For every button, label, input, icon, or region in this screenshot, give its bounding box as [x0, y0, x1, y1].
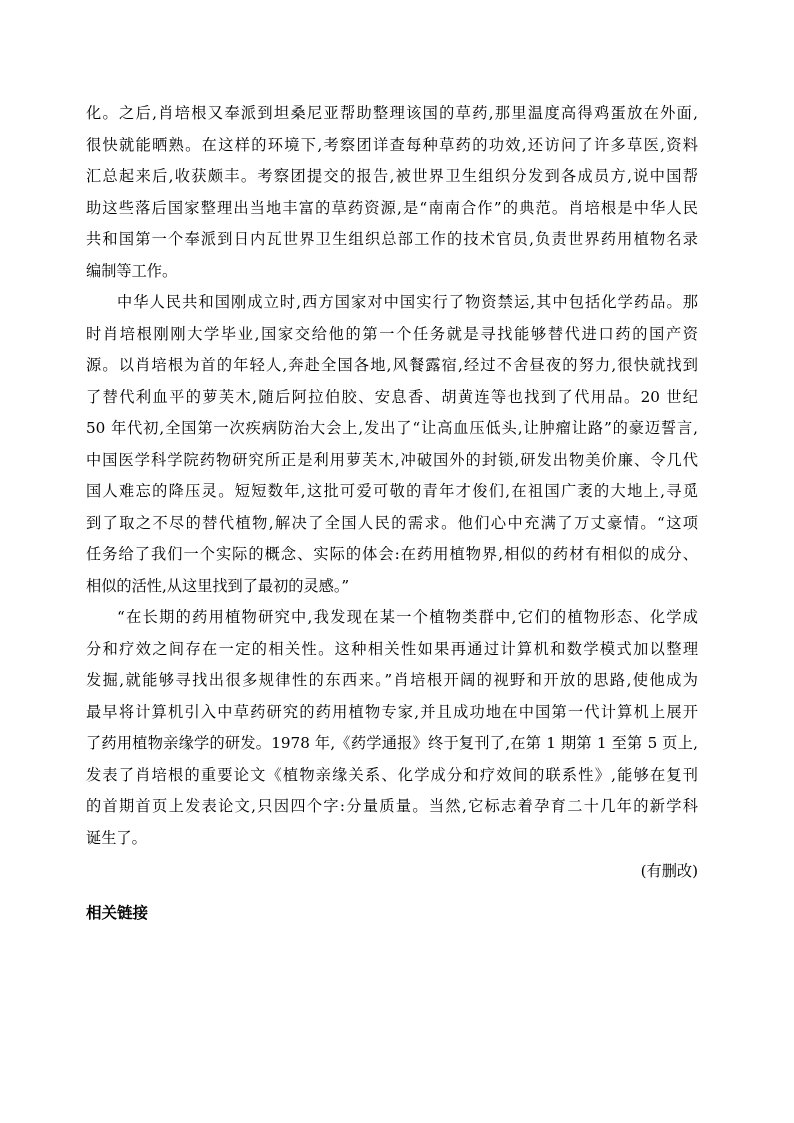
text-line: 很快就能晒熟。在这样的环境下,考察团详查每种草药的功效,还访问了许多草医,资料 [86, 135, 698, 154]
text-line: 到了取之不尽的替代植物,解决了全国人民的需求。他们心中充满了万丈豪情。“这项 [86, 513, 698, 532]
text-line: 50 年代初,全国第一次疾病防治大会上,发出了“让高血压低头,让肿瘤让路”的豪迈誓言, [86, 419, 698, 437]
paragraph-1 [86, 98, 698, 287]
text-line: “在长期的药用植物研究中,我发现在某一个植物类群中,它们的植物形态、化学成 [117, 608, 698, 626]
text-line: 助这些落后国家整理出当地丰富的草药资源,是“南南合作”的典范。肖培根是中华人民 [86, 198, 698, 217]
text-line: 中华人民共和国刚成立时,西方国家对中国实行了物资禁运,其中包括化学药品。那 [117, 293, 698, 311]
text-line: 时肖培根刚刚大学毕业,国家交给他的第一个任务就是寻找能够替代进口药的国产资 [86, 324, 698, 343]
text-line: 化。之后,肖培根又奉派到坦桑尼亚帮助整理该国的草药,那里温度高得鸡蛋放在外面, [86, 104, 698, 122]
text-line: 国人难忘的降压灵。短短数年,这批可爱可敬的青年才俊们,在祖国广袤的大地上,寻觅 [86, 482, 698, 500]
paragraph-2 [86, 287, 698, 602]
text-line: 了药用植物亲缘学的研发。1978 年,《药学通报》终于复刊了,在第 1 期第 1 至第 5 页上, [86, 734, 698, 752]
text-line: 的首期首页上发表论文,只因四个字:分量质量。当然,它标志着孕育二十几年的新学科 [86, 797, 698, 815]
section-heading: 相关链接 [86, 903, 149, 922]
text-line: 任务给了我们一个实际的概念、实际的体会:在药用植物界,相似的药材有相似的成分、 [86, 545, 698, 563]
paragraph-3 [86, 602, 698, 854]
text-line: 诞生了。 [86, 828, 147, 847]
text-line: 分和疗效之间存在一定的相关性。这种相关性如果再通过计算机和数学模式加以整理 [86, 639, 698, 658]
text-line: 汇总起来后,收获颇丰。考察团提交的报告,被世界卫生组织分发到各成员方,说中国帮 [86, 167, 698, 185]
text-line: 相似的活性,从这里找到了最初的灵感。” [86, 576, 350, 595]
text-line: 源。以肖培根为首的年轻人,奔赴全国各地,风餐露宿,经过不舍昼夜的努力,很快就找到 [86, 356, 698, 374]
text-line: 最早将计算机引入中草药研究的药用植物专家,并且成功地在中国第一代计算机上展开 [86, 702, 698, 721]
document-page [86, 98, 698, 927]
source-note: (有删改) [640, 862, 698, 880]
text-line: 共和国第一个奉派到日内瓦世界卫生组织总部工作的技术官员,负责世界药用植物名录 [86, 230, 698, 248]
text-line: 发掘,就能够寻找出很多规律性的东西来。”肖培根开阔的视野和开放的思路,使他成为 [86, 671, 698, 689]
text-line: 发表了肖培根的重要论文《植物亲缘关系、化学成分和疗效间的联系性》,能够在复刊 [86, 765, 698, 784]
text-line: 中国医学科学院药物研究所正是利用萝芙木,冲破国外的封锁,研发出物美价廉、令几代 [86, 450, 698, 469]
text-line: 了替代利血平的萝芙木,随后阿拉伯胶、安息香、胡黄连等也找到了代用品。20 世纪 [86, 387, 698, 406]
text-line: 编制等工作。 [86, 261, 178, 280]
